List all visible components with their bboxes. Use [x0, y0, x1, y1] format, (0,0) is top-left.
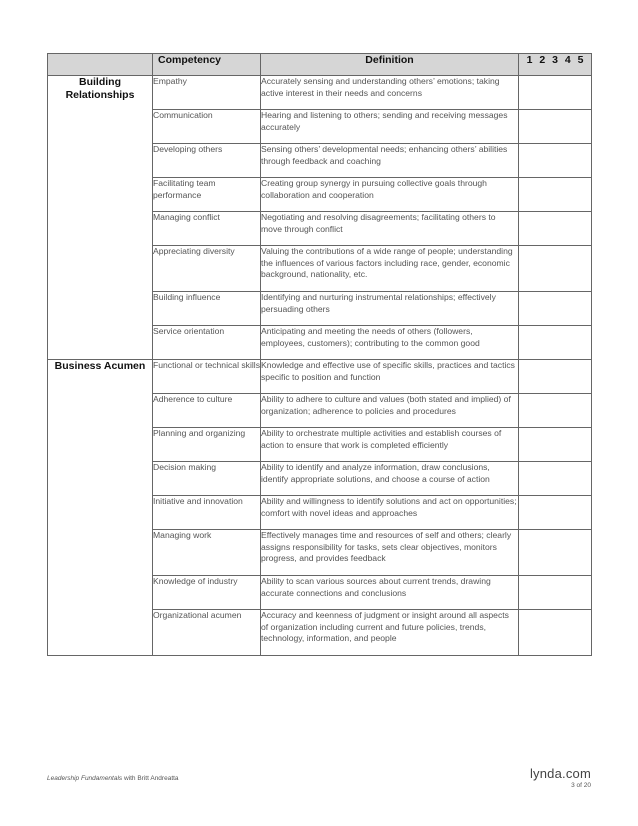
header-blank — [48, 54, 153, 76]
competency-definition: Ability to identify and analyze information, draw conclusions, identify appropriate solutions, and choose a course of action — [261, 462, 519, 496]
rating-cell[interactable] — [519, 462, 592, 496]
rating-cell[interactable] — [519, 110, 592, 144]
footer-course-author: with Britt Andreatta — [123, 775, 179, 782]
competency-name: Facilitating team performance — [153, 178, 261, 212]
rating-cell[interactable] — [519, 530, 592, 576]
rating-cell[interactable] — [519, 292, 592, 326]
competency-name: Managing work — [153, 530, 261, 576]
competency-name: Decision making — [153, 462, 261, 496]
competency-definition: Effectively manages time and resources of self and others; clearly assigns responsibility for tasks, sets clear objectives, monitors progress, and provides feedback — [261, 530, 519, 576]
competency-definition: Accuracy and keenness of judgment or insight around all aspects of organization including current and future policies, trends, technology, information, and people — [261, 610, 519, 656]
footer-course-title: Leadership Fundamentals — [47, 775, 123, 782]
competency-name: Managing conflict — [153, 212, 261, 246]
competency-definition: Identifying and nurturing instrumental relationships; effectively persuading others — [261, 292, 519, 326]
footer-course — [47, 775, 179, 782]
competency-name: Service orientation — [153, 326, 261, 360]
competency-name: Appreciating diversity — [153, 246, 261, 292]
competency-name: Communication — [153, 110, 261, 144]
header-rating: 1 2 3 4 5 — [519, 54, 592, 76]
rating-cell[interactable] — [519, 394, 592, 428]
competency-name: Organizational acumen — [153, 610, 261, 656]
competency-definition: Ability to adhere to culture and values (both stated and implied) of organization; adherence to policies and procedures — [261, 394, 519, 428]
competency-name: Adherence to culture — [153, 394, 261, 428]
competency-definition: Hearing and listening to others; sending and receiving messages accurately — [261, 110, 519, 144]
rating-cell[interactable] — [519, 246, 592, 292]
competency-definition: Knowledge and effective use of specific skills, practices and tactics specific to position and function — [261, 360, 519, 394]
rating-cell[interactable] — [519, 496, 592, 530]
rating-cell[interactable] — [519, 428, 592, 462]
rating-cell[interactable] — [519, 326, 592, 360]
competency-name: Building influence — [153, 292, 261, 326]
competency-name: Planning and organizing — [153, 428, 261, 462]
table-row — [48, 360, 592, 394]
rating-cell[interactable] — [519, 212, 592, 246]
competency-name: Initiative and innovation — [153, 496, 261, 530]
competency-definition: Sensing others’ developmental needs; enhancing others’ abilities through feedback and coaching — [261, 144, 519, 178]
rating-cell[interactable] — [519, 360, 592, 394]
rating-cell[interactable] — [519, 576, 592, 610]
category-cell: Business Acumen — [48, 360, 153, 656]
rating-cell[interactable] — [519, 610, 592, 656]
competency-definition: Ability and willingness to identify solutions and act on opportunities; comfort with novel ideas and approaches — [261, 496, 519, 530]
competency-name: Developing others — [153, 144, 261, 178]
competency-definition: Accurately sensing and understanding others’ emotions; taking active interest in their needs and concerns — [261, 76, 519, 110]
competency-definition: Negotiating and resolving disagreements; facilitating others to move through conflict — [261, 212, 519, 246]
table-header-row — [48, 54, 592, 76]
competency-definition: Ability to scan various sources about current trends, drawing accurate connections and conclusions — [261, 576, 519, 610]
competency-name: Empathy — [153, 76, 261, 110]
rating-cell[interactable] — [519, 76, 592, 110]
competency-definition: Creating group synergy in pursuing collective goals through collaboration and cooperation — [261, 178, 519, 212]
competency-definition: Anticipating and meeting the needs of others (followers, employees, customers); contributing to the common good — [261, 326, 519, 360]
page-number: 3 of 20 — [571, 782, 591, 789]
competency-definition: Valuing the contributions of a wide range of people; understanding the influences of various factors including race, gender, economic background, nationality, etc. — [261, 246, 519, 292]
table-row — [48, 76, 592, 110]
header-competency: Competency — [153, 54, 261, 76]
rating-cell[interactable] — [519, 144, 592, 178]
footer-brand — [530, 766, 591, 789]
competency-table — [47, 53, 592, 656]
lynda-logo: lynda.com — [529, 766, 591, 781]
competency-definition: Ability to orchestrate multiple activities and establish courses of action to ensure that work is completed efficiently — [261, 428, 519, 462]
category-cell: Building Relationships — [48, 76, 153, 360]
competency-name: Functional or technical skills — [153, 360, 261, 394]
header-definition: Definition — [261, 54, 519, 76]
competency-name: Knowledge of industry — [153, 576, 261, 610]
rating-cell[interactable] — [519, 178, 592, 212]
